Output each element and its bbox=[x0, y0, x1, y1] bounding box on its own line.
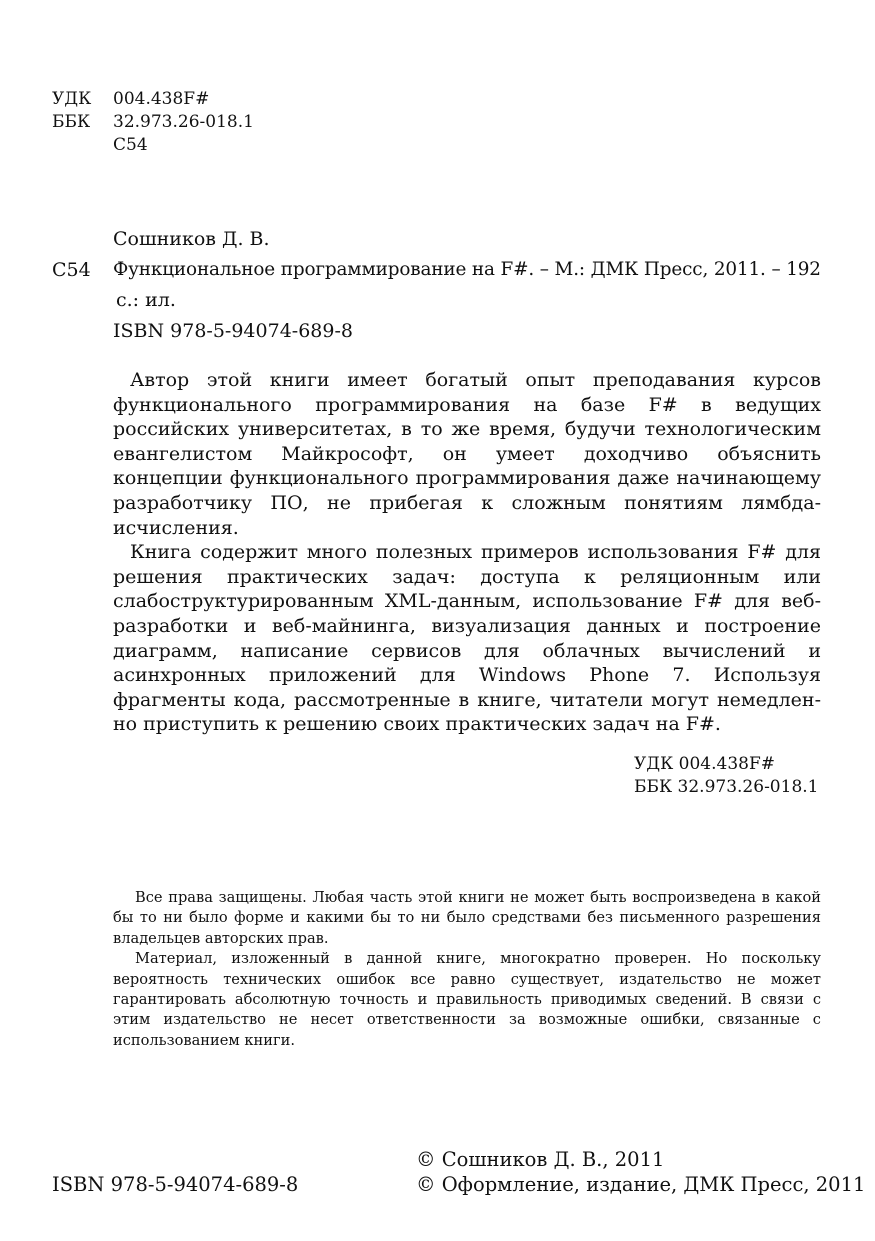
rights-paragraph: Все права защищены. Любая часть этой книги не может быть воспроизведена в какой бы то ни было форме и какими бы то ни было средствами без письменного разрешения владельцев авторских прав. bbox=[113, 889, 821, 947]
annotation bbox=[113, 368, 821, 737]
annotation-paragraph: Книга содержит много полезных примеров использования F# для решения практических задач: доступа к реляционным или слабоструктурированным XML-данным, использование F# для веб-разработки и веб-майнинга, визуализация данных и построение диаграмм, написание сервисов для облачных вычислений и асинхронных приложений для Windows Phone 7. Используя фрагменты кода, рассмотренные в книге, читатели могут немедленно приступить к решению своих практических задач на F#. bbox=[113, 541, 821, 736]
bbk-row bbox=[52, 111, 254, 134]
udk-bottom: УДК 004.438F# bbox=[634, 754, 776, 774]
book-title-continuation: с.: ил. bbox=[116, 289, 176, 311]
bbk-label: ББК bbox=[52, 112, 91, 132]
author-sign: С54 bbox=[113, 135, 148, 155]
bbk-value: 32.973.26-018.1 bbox=[113, 112, 254, 132]
udk-label: УДК bbox=[52, 89, 92, 109]
annotation-paragraph: Автор этой книги имеет богатый опыт преподавания курсов функционального программирования на базе F# в ведущих российских университетах, в то же время, будучи технологическим евангелистом Майкрософт, он умеет доходчиво объяснить концепции функционального программирования даже начинающему разработчику ПО, не прибегая к сложным понятиям лямбда-исчисления. bbox=[113, 369, 821, 539]
author-sign-row bbox=[52, 134, 148, 157]
footer-isbn: ISBN 978-5-94074-689-8 bbox=[52, 1173, 299, 1196]
isbn-line: ISBN 978-5-94074-689-8 bbox=[113, 320, 353, 342]
bbk-bottom: ББК 32.973.26-018.1 bbox=[634, 777, 819, 797]
author-name: Сошников Д. В. bbox=[113, 228, 270, 250]
udk-value: 004.438F# bbox=[113, 89, 210, 109]
udk-row bbox=[52, 88, 209, 111]
rights-notice bbox=[113, 888, 821, 1051]
bibliographic-sign: С54 bbox=[52, 259, 91, 281]
rights-paragraph: Материал, изложенный в данной книге, многократно проверен. Но поскольку вероятность технических ошибок все равно существует, издательство не может гарантировать абсолютную точность и правильность приводимых сведений. В связи с этим издательство не несет ответственности за возможные ошибки, связанные с использованием книги. bbox=[113, 950, 821, 1049]
copyright-publisher: © Оформление, издание, ДМК Пресс, 2011 bbox=[416, 1173, 866, 1196]
book-title-line: Функциональное программирование на F#. – М.: ДМК Пресс, 2011. – 192 bbox=[113, 259, 821, 280]
copyright-author: © Сошников Д. В., 2011 bbox=[416, 1148, 665, 1171]
